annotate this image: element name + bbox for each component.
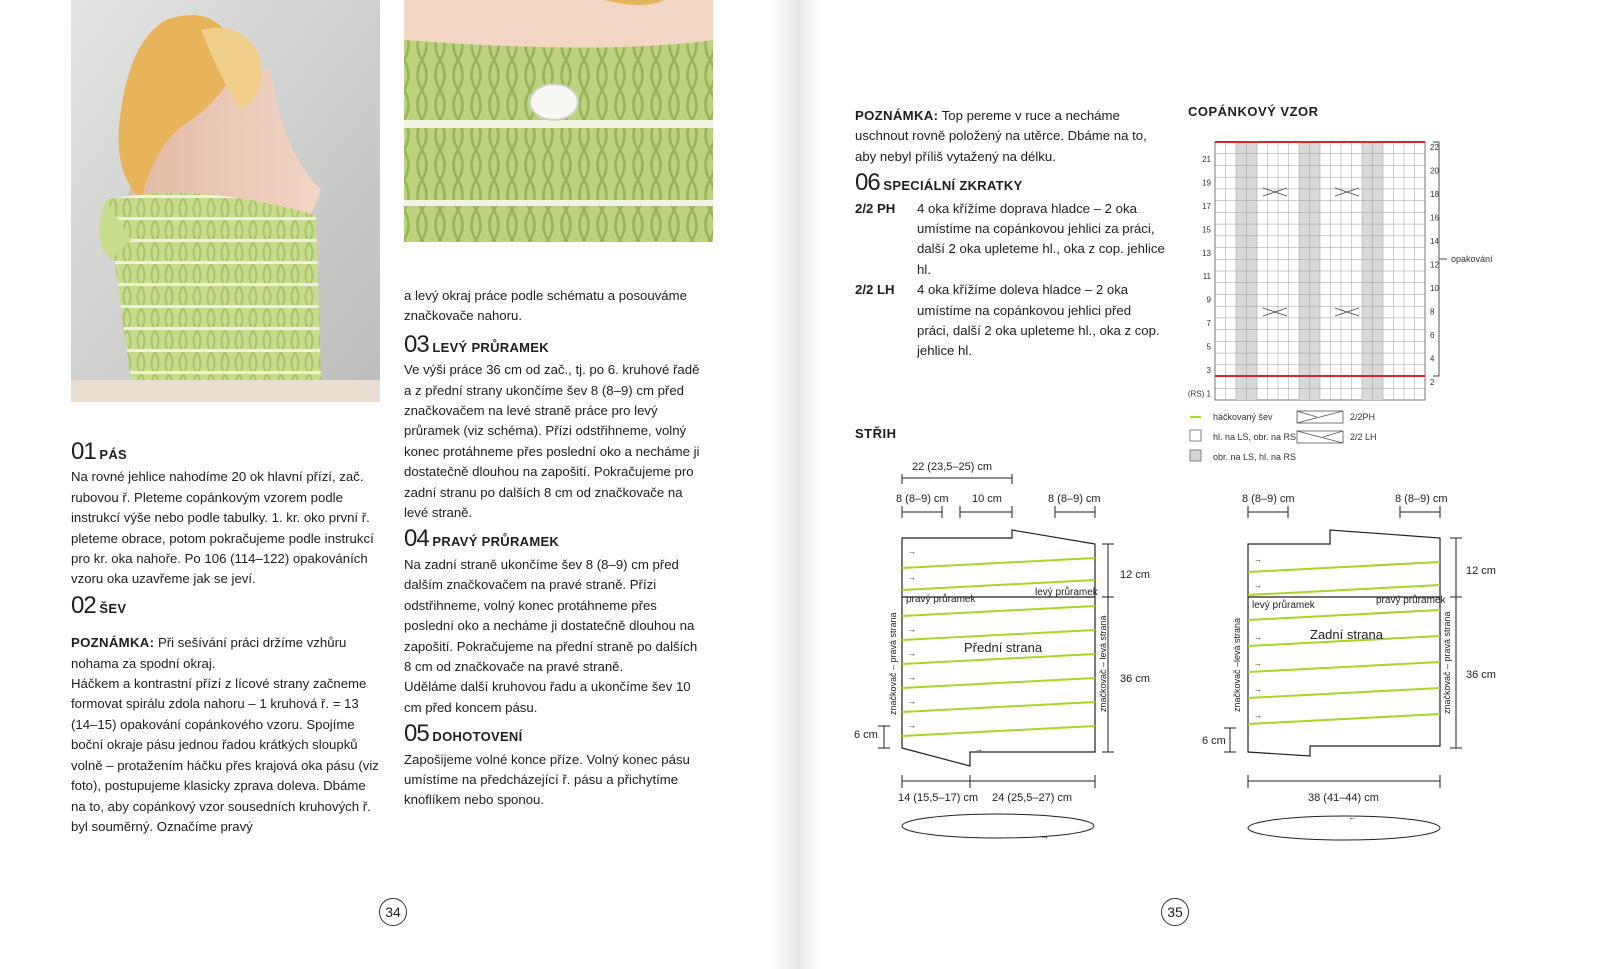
row-label: 9: [1206, 295, 1211, 305]
section-03-heading: [404, 330, 704, 358]
svg-text:→: →: [1254, 659, 1262, 668]
section-04-heading: [404, 525, 704, 553]
row-label: 20: [1430, 166, 1439, 176]
section-05-heading: [404, 720, 704, 748]
column-1: [71, 438, 381, 837]
right-text-column: [855, 106, 1165, 362]
armhole-left-label: levý průramek: [1252, 600, 1315, 611]
dim-height-body: 36 cm: [1120, 673, 1150, 685]
row-label: 18: [1430, 190, 1439, 200]
section-title: LEVÝ PRŮRAMEK: [432, 339, 549, 355]
back-piece: [1202, 493, 1496, 840]
section-number: 01: [71, 438, 96, 465]
column-2: [404, 286, 704, 811]
row-label: 16: [1430, 213, 1439, 223]
dim-top-right: 8 (8–9) cm: [1048, 493, 1101, 505]
svg-text:→: →: [908, 721, 916, 730]
section-title: DOHOTOVENÍ: [432, 729, 523, 745]
svg-text:→: →: [975, 745, 983, 754]
side-left-label: značkovač – pravá strana: [888, 612, 898, 715]
svg-text:→: →: [1254, 555, 1262, 564]
row-label: 17: [1202, 201, 1211, 211]
spine-shadow-right: [800, 0, 822, 969]
row-label: 13: [1202, 248, 1211, 258]
row-label: 10: [1430, 283, 1439, 293]
row-label: 6: [1430, 330, 1435, 340]
washing-note: [855, 106, 1165, 167]
cable-chart-title: COPÁNKOVÝ VZOR: [1188, 104, 1319, 119]
repeat-bracket: [1433, 142, 1447, 376]
svg-text:→: →: [1254, 581, 1262, 590]
dim-bottom-right: 24 (25,5–27) cm: [992, 792, 1073, 804]
section-number: 04: [404, 525, 429, 553]
armhole-right-label: pravý průramek: [1376, 595, 1446, 606]
svg-text:←: ←: [1348, 812, 1357, 822]
svg-text:→: →: [1254, 685, 1262, 694]
page-number: 34: [379, 898, 407, 926]
section-02-text: Háčkem a kontrastní přízí z lícové strany začneme formovat spirálu zdola nahoru – 1 kruhová ř. = 13 (14–15) opakování copánkového vzoru. Spojíme boční okraje pásu jednou řadou krátkých sloupků volně – protažením háčku přes krajová oka pásu (viz foto), postupujeme klasicky zprava doleva. Dbáme na to, aby copánkový vzor sousedních kruhových ř. byl souměrný. Označíme pravý: [71, 676, 379, 834]
photo-model-back: [71, 0, 380, 402]
dim-height-bottom: 6 cm: [1202, 735, 1226, 747]
dim-top-left: 8 (8–9) cm: [896, 493, 949, 505]
side-right-label: značkovač – pravá strana: [1442, 611, 1452, 714]
svg-text:→: →: [1254, 633, 1262, 642]
side-left-label: značkovač –levá strana: [1232, 617, 1242, 712]
dim-top-mid: 10 cm: [972, 493, 1002, 505]
photo-knit-detail: [404, 0, 713, 242]
dim-top-width: 22 (23,5–25) cm: [912, 461, 993, 473]
dim-top-left: 8 (8–9) cm: [1242, 493, 1295, 505]
section-title: PRAVÝ PRŮRAMEK: [432, 534, 560, 550]
svg-text:→: →: [908, 547, 916, 556]
legend-cross-left-icon: [1297, 431, 1343, 443]
strih-title: STŘIH: [855, 426, 897, 441]
section-number: 05: [404, 720, 429, 748]
dim-bottom: 38 (41–44) cm: [1308, 792, 1379, 804]
legend-label: 2/2PH: [1350, 412, 1376, 422]
legend-white-box: [1190, 430, 1201, 441]
row-label: 2: [1430, 377, 1435, 387]
row-label: 7: [1206, 319, 1211, 329]
svg-text:→: →: [908, 649, 916, 658]
abbreviation-row: [855, 280, 1165, 362]
abbreviation-row: [855, 199, 1165, 281]
section-03-text: Ve výši práce 36 cm od zač., tj. po 6. kruhové řadě a z přední strany ukončíme šev 8 (8–9) cm před značkovačem na levé straně práce pro levý průramek (viz schéma). Přízi odstřihneme, volný konec protáhneme přes poslední oko a necháme ji dostatečně dlouhou na zapošití. Pokračujeme pro zadní stranu po dalších 8 cm od značkovače na levé straně.: [404, 362, 700, 521]
dim-bottom-left: 14 (15,5–17) cm: [898, 792, 979, 804]
front-piece: [854, 461, 1150, 841]
spine-shadow-left: [770, 0, 800, 969]
abbreviation-text: 4 oka křížíme doprava hladce – 2 oka umístíme na copánkovou jehlici za práci, další 2 oka upleteme hl., oka z cop. jehlice hl.: [917, 200, 1165, 277]
front-piece-label: Přední strana: [964, 640, 1043, 655]
dim-height-bottom: 6 cm: [854, 729, 878, 741]
back-piece-label: Zadní strana: [1310, 627, 1383, 642]
section-title: PÁS: [99, 447, 128, 462]
abbreviation-text: 4 oka křížíme doleva hladce – 2 oka umístíme na copánkovou jehlici před práci, další 2 oka upleteme hl., oka z cop. jehlice hl.: [917, 282, 1160, 359]
row-label: 14: [1430, 237, 1439, 247]
chart-grid: [1215, 142, 1425, 400]
row-label: 21: [1202, 154, 1211, 164]
right-page: [800, 0, 1600, 969]
section-02-heading: [71, 591, 381, 619]
section-number: 03: [404, 330, 429, 358]
armhole-right-label: levý průramek: [1035, 587, 1098, 598]
section-title: ŠEV: [99, 600, 127, 616]
section-02-note: [71, 633, 381, 674]
note-text: Při sešívání práci držíme vzhůru nohama za spodní okraj.: [71, 635, 347, 671]
row-label: 12: [1430, 260, 1439, 270]
legend-label: háčkovaný šev: [1213, 412, 1273, 422]
section-number: 02: [71, 591, 96, 619]
row-label: 19: [1202, 178, 1211, 188]
legend-label: hl. na LS, obr. na RS: [1213, 432, 1297, 442]
row-labels-right: [1430, 143, 1439, 387]
row-label: 4: [1430, 354, 1435, 364]
dim-height-body: 36 cm: [1466, 669, 1496, 681]
cable-chart: [1185, 132, 1515, 472]
section-01-text: Na rovné jehlice nahodíme 20 ok hlavní přízí, zač. rubovou ř. Pleteme copánkovým vzorem podle instrukcí výše nebo podle tabulky. 1. kr. oko první ř. pleteme obrace, potom pokračujeme podle instrukcí pro kr. oka nahoře. Po 106 (114–122) opakováních vzoru oka uzavřeme jak se jeví.: [71, 469, 374, 587]
row-label: (RS) 1: [1187, 389, 1211, 399]
row-label: 22: [1430, 143, 1439, 153]
legend-label: 2/2 LH: [1350, 432, 1377, 442]
back-circle-icon: [1248, 816, 1440, 840]
svg-text:→: →: [1254, 711, 1262, 720]
legend-label: obr. na LS, hl. na RS: [1213, 452, 1297, 462]
dim-top-right: 8 (8–9) cm: [1395, 493, 1448, 505]
row-labels-left: [1188, 155, 1212, 399]
section-06-heading: [855, 169, 1165, 197]
svg-text:→: →: [908, 673, 916, 682]
svg-text:→: →: [908, 625, 916, 634]
page-number: 35: [1161, 898, 1189, 926]
section-04-text-2: Uděláme další kruhovou řadu a ukončíme šev 10 cm před koncem pásu.: [404, 679, 691, 715]
armhole-left-label: pravý průramek: [906, 594, 976, 605]
abbreviation-key: 2/2 LH: [855, 282, 895, 298]
pattern-schematic: [840, 450, 1560, 860]
dim-height-top: 12 cm: [1466, 565, 1496, 577]
section-01-heading: [71, 438, 381, 465]
row-label: 11: [1202, 272, 1211, 282]
row-label: 5: [1206, 342, 1211, 352]
repeat-label: opakování: [1451, 254, 1493, 264]
column-2-intro: a levý okraj práce podle schématu a posouváme značkovače nahoru.: [404, 288, 687, 324]
svg-text:→: →: [908, 697, 916, 706]
row-label: 15: [1202, 225, 1211, 235]
note-text: Top pereme v ruce a necháme uschnout rovně položený na utěrce. Dbáme na to, aby nebyl příliš vytažený na délku.: [855, 108, 1147, 164]
section-05-text: Zapošijeme volné konce příze. Volný konec pásu umístíme na předcházející ř. pásu a přichytíme knoflíkem nebo sponou.: [404, 751, 690, 808]
note-label: POZNÁMKA:: [71, 635, 155, 651]
section-title: SPECIÁLNÍ ZKRATKY: [883, 178, 1023, 194]
row-label: 8: [1430, 307, 1435, 317]
legend-cross-right-icon: [1297, 411, 1343, 423]
section-number: 06: [855, 169, 880, 197]
front-circle-icon: [902, 814, 1094, 838]
svg-text:→: →: [908, 573, 916, 582]
svg-text:→: →: [1040, 831, 1049, 841]
abbreviation-key: 2/2 PH: [855, 200, 896, 216]
note-label: POZNÁMKA:: [855, 108, 939, 123]
side-right-label: značkovač – levá strana: [1098, 615, 1108, 712]
dim-height-top: 12 cm: [1120, 569, 1150, 581]
section-04-text: Na zadní straně ukončíme šev 8 (8–9) cm před dalším značkovačem na pravé straně. Přízi odstřihneme, volný konec protáhneme přes poslední oko a necháme ji dostatečně dlouhou na zapošití. Pokračujeme na přední straně po dalších 8 cm od značkovače na pravé straně.: [404, 556, 698, 674]
row-label: 3: [1206, 366, 1211, 376]
